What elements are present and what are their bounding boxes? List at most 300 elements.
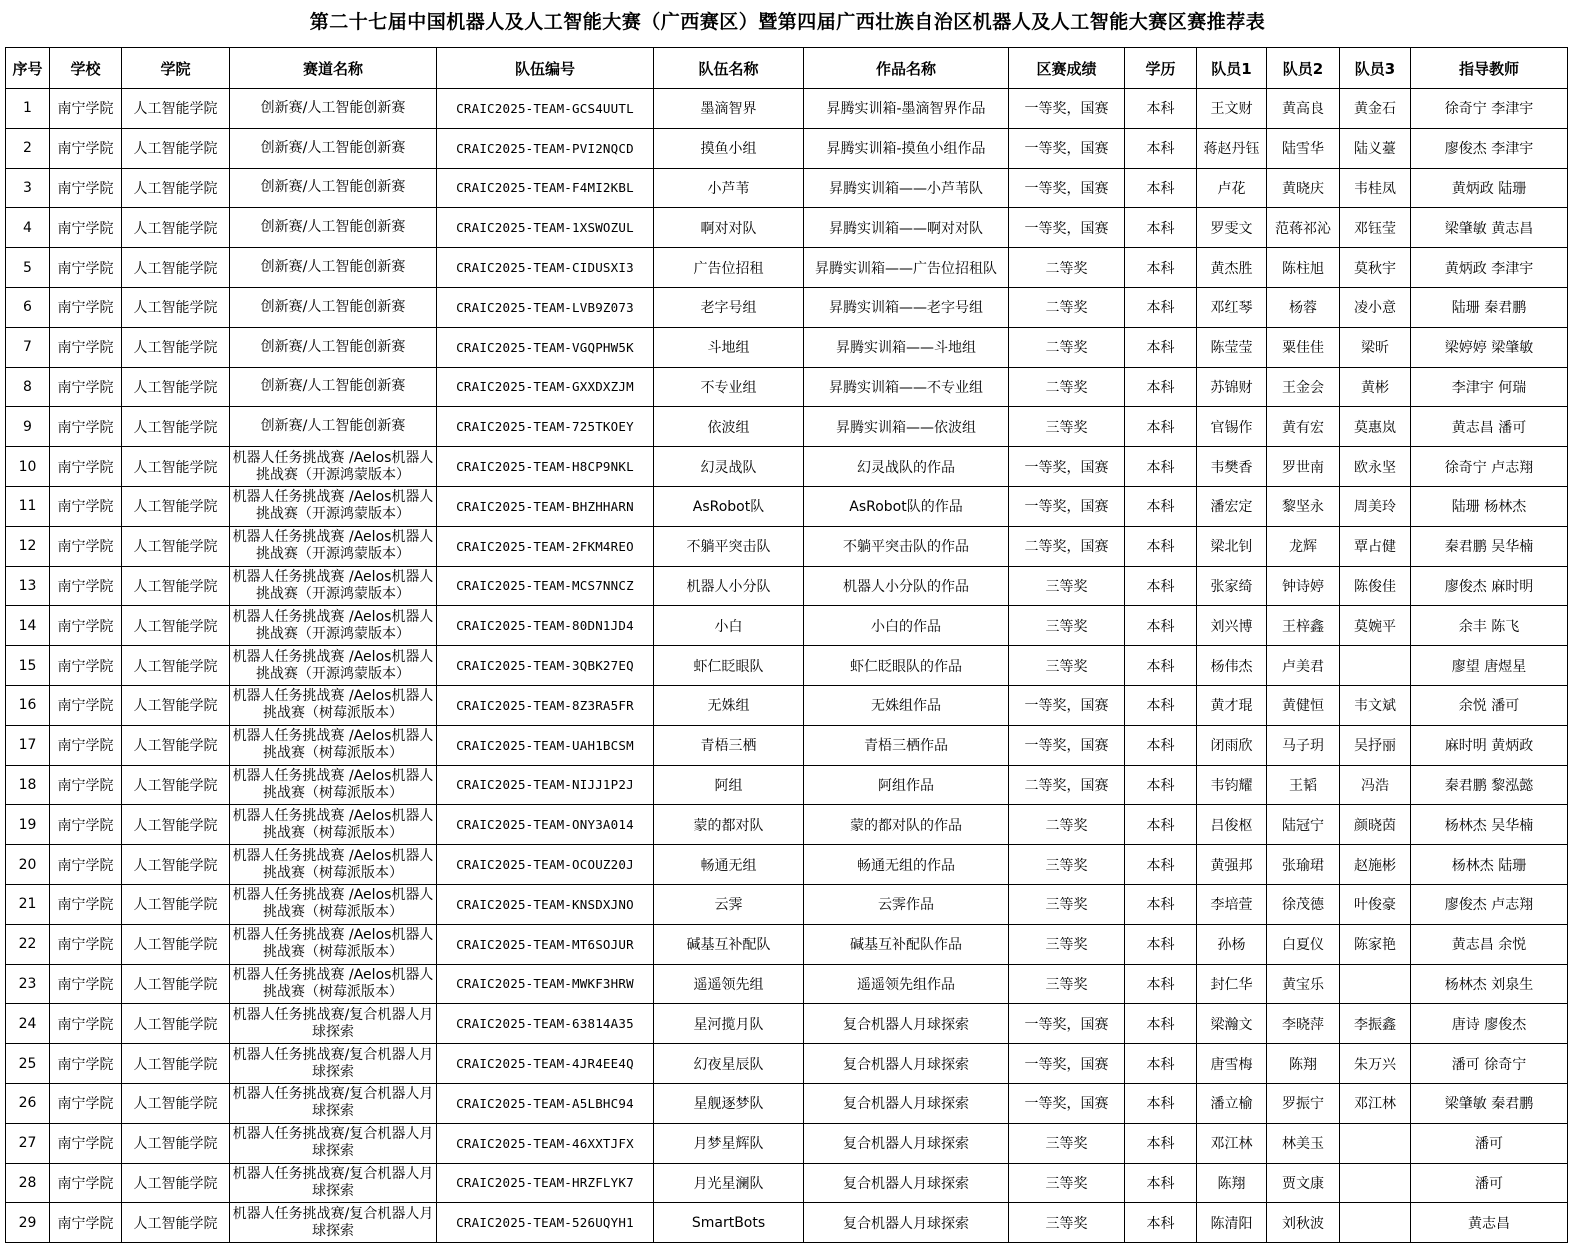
col-member3-cell bbox=[1340, 1163, 1411, 1203]
col-team-id-cell: CRAIC2025-TEAM-4JR4EE4Q bbox=[437, 1044, 654, 1084]
col-member3-cell: 陈俊佳 bbox=[1340, 566, 1411, 606]
col-school-cell: 南宁学院 bbox=[50, 407, 122, 447]
col-team-name-cell: 啊对对队 bbox=[654, 208, 804, 248]
col-team-name-cell: 墨滴智界 bbox=[654, 89, 804, 129]
col-track-cell: 机器人任务挑战赛 /Aelos机器人挑战赛（树莓派版本） bbox=[230, 964, 437, 1004]
col-team-name-cell: 星河揽月队 bbox=[654, 1004, 804, 1044]
col-result-cell: 三等奖 bbox=[1009, 884, 1125, 924]
col-track-cell: 机器人任务挑战赛 /Aelos机器人挑战赛（树莓派版本） bbox=[230, 884, 437, 924]
col-college-cell: 人工智能学院 bbox=[122, 526, 230, 566]
col-member3-cell: 黄彬 bbox=[1340, 367, 1411, 407]
col-team-name-cell: 遥遥领先组 bbox=[654, 964, 804, 1004]
col-team-id-cell: CRAIC2025-TEAM-GXXDXZJM bbox=[437, 367, 654, 407]
col-team-name-cell: 阿组 bbox=[654, 765, 804, 805]
col-college-cell: 人工智能学院 bbox=[122, 287, 230, 327]
col-result-cell: 一等奖，国赛 bbox=[1009, 1044, 1125, 1084]
col-track-cell: 机器人任务挑战赛 /Aelos机器人挑战赛（树莓派版本） bbox=[230, 924, 437, 964]
table-row bbox=[6, 1163, 1568, 1203]
col-advisor-cell: 廖俊杰 卢志翔 bbox=[1411, 884, 1568, 924]
table-row bbox=[6, 685, 1568, 725]
col-team-name-cell: SmartBots bbox=[654, 1203, 804, 1243]
table-row bbox=[6, 845, 1568, 885]
col-member2-cell: 徐茂德 bbox=[1267, 884, 1340, 924]
col-member3-cell: 覃占健 bbox=[1340, 526, 1411, 566]
col-index-cell: 24 bbox=[6, 1004, 50, 1044]
col-track-cell: 机器人任务挑战赛/复合机器人月球探索 bbox=[230, 1083, 437, 1123]
col-work-name-cell: 阿组作品 bbox=[804, 765, 1009, 805]
col-team-name-cell: 机器人小分队 bbox=[654, 566, 804, 606]
col-degree-header: 学历 bbox=[1125, 48, 1197, 89]
col-member1-cell: 闭雨欣 bbox=[1197, 725, 1267, 765]
col-member1-cell: 黄才琨 bbox=[1197, 685, 1267, 725]
col-team-name-cell: 小芦苇 bbox=[654, 168, 804, 208]
col-work-name-cell: 小白的作品 bbox=[804, 606, 1009, 646]
col-team-name-cell: 无姝组 bbox=[654, 685, 804, 725]
col-team-name-cell: 摸鱼小组 bbox=[654, 128, 804, 168]
col-college-cell: 人工智能学院 bbox=[122, 685, 230, 725]
col-index-cell: 20 bbox=[6, 845, 50, 885]
col-result-cell: 三等奖 bbox=[1009, 566, 1125, 606]
col-team-name-cell: 依波组 bbox=[654, 407, 804, 447]
col-college-cell: 人工智能学院 bbox=[122, 1004, 230, 1044]
col-index-header: 序号 bbox=[6, 48, 50, 89]
col-track-cell: 机器人任务挑战赛 /Aelos机器人挑战赛（开源鸿蒙版本） bbox=[230, 606, 437, 646]
col-school-cell: 南宁学院 bbox=[50, 1123, 122, 1163]
col-advisor-cell: 徐奇宁 卢志翔 bbox=[1411, 447, 1568, 487]
col-advisor-cell: 廖俊杰 李津宇 bbox=[1411, 128, 1568, 168]
col-work-name-cell: 畅通无组的作品 bbox=[804, 845, 1009, 885]
col-school-cell: 南宁学院 bbox=[50, 924, 122, 964]
col-school-cell: 南宁学院 bbox=[50, 208, 122, 248]
table-row bbox=[6, 526, 1568, 566]
table-row bbox=[6, 924, 1568, 964]
col-index-cell: 6 bbox=[6, 287, 50, 327]
col-school-cell: 南宁学院 bbox=[50, 327, 122, 367]
col-member1-cell: 蒋赵丹钰 bbox=[1197, 128, 1267, 168]
col-member2-cell: 卢美君 bbox=[1267, 646, 1340, 686]
col-college-cell: 人工智能学院 bbox=[122, 128, 230, 168]
col-work-name-cell: 昇腾实训箱-墨滴智界作品 bbox=[804, 89, 1009, 129]
col-advisor-cell: 梁肇敏 秦君鹏 bbox=[1411, 1083, 1568, 1123]
col-team-id-cell: CRAIC2025-TEAM-3QBK27EQ bbox=[437, 646, 654, 686]
col-degree-cell: 本科 bbox=[1125, 646, 1197, 686]
col-result-cell: 一等奖，国赛 bbox=[1009, 168, 1125, 208]
col-advisor-cell: 杨林杰 刘泉生 bbox=[1411, 964, 1568, 1004]
col-result-header: 区赛成绩 bbox=[1009, 48, 1125, 89]
col-track-cell: 创新赛/人工智能创新赛 bbox=[230, 367, 437, 407]
col-college-cell: 人工智能学院 bbox=[122, 447, 230, 487]
col-team-id-cell: CRAIC2025-TEAM-VGQPHW5K bbox=[437, 327, 654, 367]
col-index-cell: 16 bbox=[6, 685, 50, 725]
col-team-id-header: 队伍编号 bbox=[437, 48, 654, 89]
col-school-cell: 南宁学院 bbox=[50, 1163, 122, 1203]
col-degree-cell: 本科 bbox=[1125, 805, 1197, 845]
col-member2-cell: 钟诗婷 bbox=[1267, 566, 1340, 606]
col-index-cell: 3 bbox=[6, 168, 50, 208]
col-member2-cell: 刘秋波 bbox=[1267, 1203, 1340, 1243]
col-member1-cell: 卢花 bbox=[1197, 168, 1267, 208]
col-member2-cell: 陈柱旭 bbox=[1267, 248, 1340, 288]
col-track-cell: 创新赛/人工智能创新赛 bbox=[230, 89, 437, 129]
col-result-cell: 一等奖，国赛 bbox=[1009, 486, 1125, 526]
col-college-cell: 人工智能学院 bbox=[122, 725, 230, 765]
col-degree-cell: 本科 bbox=[1125, 1044, 1197, 1084]
col-index-cell: 17 bbox=[6, 725, 50, 765]
col-index-cell: 1 bbox=[6, 89, 50, 129]
col-advisor-cell: 杨林杰 陆珊 bbox=[1411, 845, 1568, 885]
col-school-cell: 南宁学院 bbox=[50, 1044, 122, 1084]
col-member2-cell: 粟佳佳 bbox=[1267, 327, 1340, 367]
col-result-cell: 三等奖 bbox=[1009, 1163, 1125, 1203]
col-college-cell: 人工智能学院 bbox=[122, 367, 230, 407]
col-advisor-cell: 徐奇宁 李津宇 bbox=[1411, 89, 1568, 129]
col-track-cell: 机器人任务挑战赛 /Aelos机器人挑战赛（树莓派版本） bbox=[230, 805, 437, 845]
col-work-name-cell: 蒙的都对队的作品 bbox=[804, 805, 1009, 845]
col-result-cell: 一等奖，国赛 bbox=[1009, 685, 1125, 725]
col-member3-cell: 黄金石 bbox=[1340, 89, 1411, 129]
col-member1-cell: 梁瀚文 bbox=[1197, 1004, 1267, 1044]
col-work-name-cell: 昇腾实训箱——小芦苇队 bbox=[804, 168, 1009, 208]
col-member2-cell: 黄有宏 bbox=[1267, 407, 1340, 447]
col-track-cell: 创新赛/人工智能创新赛 bbox=[230, 407, 437, 447]
col-team-id-cell: CRAIC2025-TEAM-CIDUSXI3 bbox=[437, 248, 654, 288]
col-college-cell: 人工智能学院 bbox=[122, 1203, 230, 1243]
col-member2-cell: 李晓萍 bbox=[1267, 1004, 1340, 1044]
col-advisor-cell: 梁婷婷 梁肇敏 bbox=[1411, 327, 1568, 367]
col-school-cell: 南宁学院 bbox=[50, 964, 122, 1004]
col-school-cell: 南宁学院 bbox=[50, 1004, 122, 1044]
col-member1-header: 队员1 bbox=[1197, 48, 1267, 89]
col-index-cell: 12 bbox=[6, 526, 50, 566]
col-member3-cell: 李振鑫 bbox=[1340, 1004, 1411, 1044]
col-member2-cell: 范蒋祁沁 bbox=[1267, 208, 1340, 248]
col-college-cell: 人工智能学院 bbox=[122, 1123, 230, 1163]
col-member1-cell: 李培萱 bbox=[1197, 884, 1267, 924]
col-track-cell: 机器人任务挑战赛/复合机器人月球探索 bbox=[230, 1163, 437, 1203]
col-work-name-cell: 无姝组作品 bbox=[804, 685, 1009, 725]
col-advisor-cell: 潘可 徐奇宁 bbox=[1411, 1044, 1568, 1084]
col-track-cell: 创新赛/人工智能创新赛 bbox=[230, 128, 437, 168]
col-school-cell: 南宁学院 bbox=[50, 805, 122, 845]
col-work-name-cell: 不躺平突击队的作品 bbox=[804, 526, 1009, 566]
col-team-id-cell: CRAIC2025-TEAM-63814A35 bbox=[437, 1004, 654, 1044]
col-track-cell: 机器人任务挑战赛 /Aelos机器人挑战赛（树莓派版本） bbox=[230, 685, 437, 725]
col-degree-cell: 本科 bbox=[1125, 884, 1197, 924]
col-result-cell: 二等奖 bbox=[1009, 805, 1125, 845]
col-college-cell: 人工智能学院 bbox=[122, 407, 230, 447]
col-track-cell: 机器人任务挑战赛/复合机器人月球探索 bbox=[230, 1123, 437, 1163]
col-degree-cell: 本科 bbox=[1125, 1203, 1197, 1243]
col-team-name-cell: 月梦星辉队 bbox=[654, 1123, 804, 1163]
col-result-cell: 一等奖，国赛 bbox=[1009, 128, 1125, 168]
col-team-id-cell: CRAIC2025-TEAM-526UQYH1 bbox=[437, 1203, 654, 1243]
col-result-cell: 三等奖 bbox=[1009, 1123, 1125, 1163]
col-member3-cell: 梁昕 bbox=[1340, 327, 1411, 367]
col-school-cell: 南宁学院 bbox=[50, 1203, 122, 1243]
col-team-id-cell: CRAIC2025-TEAM-BHZHHARN bbox=[437, 486, 654, 526]
col-college-cell: 人工智能学院 bbox=[122, 1044, 230, 1084]
col-team-id-cell: CRAIC2025-TEAM-KNSDXJNO bbox=[437, 884, 654, 924]
col-college-cell: 人工智能学院 bbox=[122, 486, 230, 526]
col-result-cell: 一等奖，国赛 bbox=[1009, 1083, 1125, 1123]
col-member3-cell: 韦文斌 bbox=[1340, 685, 1411, 725]
col-degree-cell: 本科 bbox=[1125, 248, 1197, 288]
col-team-id-cell: CRAIC2025-TEAM-HRZFLYK7 bbox=[437, 1163, 654, 1203]
col-work-name-cell: 复合机器人月球探索 bbox=[804, 1044, 1009, 1084]
col-work-name-cell: 复合机器人月球探索 bbox=[804, 1163, 1009, 1203]
col-index-cell: 23 bbox=[6, 964, 50, 1004]
col-member3-cell: 凌小意 bbox=[1340, 287, 1411, 327]
table-row bbox=[6, 248, 1568, 288]
col-result-cell: 三等奖 bbox=[1009, 606, 1125, 646]
col-team-id-cell: CRAIC2025-TEAM-LVB9Z073 bbox=[437, 287, 654, 327]
col-member3-cell bbox=[1340, 1123, 1411, 1163]
col-index-cell: 21 bbox=[6, 884, 50, 924]
col-track-cell: 机器人任务挑战赛 /Aelos机器人挑战赛（开源鸿蒙版本） bbox=[230, 447, 437, 487]
col-member2-cell: 龙辉 bbox=[1267, 526, 1340, 566]
col-school-cell: 南宁学院 bbox=[50, 287, 122, 327]
col-college-cell: 人工智能学院 bbox=[122, 1083, 230, 1123]
col-track-cell: 机器人任务挑战赛 /Aelos机器人挑战赛（树莓派版本） bbox=[230, 725, 437, 765]
col-member3-cell: 冯浩 bbox=[1340, 765, 1411, 805]
col-college-cell: 人工智能学院 bbox=[122, 805, 230, 845]
col-member3-cell: 颜晓茵 bbox=[1340, 805, 1411, 845]
col-index-cell: 28 bbox=[6, 1163, 50, 1203]
col-college-cell: 人工智能学院 bbox=[122, 964, 230, 1004]
col-work-name-cell: 幻灵战队的作品 bbox=[804, 447, 1009, 487]
table-row bbox=[6, 128, 1568, 168]
col-member1-cell: 罗雯文 bbox=[1197, 208, 1267, 248]
col-member1-cell: 陈莹莹 bbox=[1197, 327, 1267, 367]
col-advisor-cell: 唐诗 廖俊杰 bbox=[1411, 1004, 1568, 1044]
col-team-id-cell: CRAIC2025-TEAM-MCS7NNCZ bbox=[437, 566, 654, 606]
col-advisor-cell: 潘可 bbox=[1411, 1123, 1568, 1163]
col-member2-cell: 黄健恒 bbox=[1267, 685, 1340, 725]
col-work-name-cell: 昇腾实训箱——啊对对队 bbox=[804, 208, 1009, 248]
col-index-cell: 4 bbox=[6, 208, 50, 248]
col-advisor-cell: 余丰 陈飞 bbox=[1411, 606, 1568, 646]
col-member3-cell: 欧永坚 bbox=[1340, 447, 1411, 487]
col-work-name-cell: 昇腾实训箱——老字号组 bbox=[804, 287, 1009, 327]
col-member1-cell: 邓江林 bbox=[1197, 1123, 1267, 1163]
col-team-id-cell: CRAIC2025-TEAM-725TKOEY bbox=[437, 407, 654, 447]
col-index-cell: 7 bbox=[6, 327, 50, 367]
table-row bbox=[6, 327, 1568, 367]
col-member2-cell: 杨蓉 bbox=[1267, 287, 1340, 327]
col-index-cell: 29 bbox=[6, 1203, 50, 1243]
col-team-id-cell: CRAIC2025-TEAM-ONY3A014 bbox=[437, 805, 654, 845]
col-index-cell: 9 bbox=[6, 407, 50, 447]
col-team-id-cell: CRAIC2025-TEAM-PVI2NQCD bbox=[437, 128, 654, 168]
col-index-cell: 25 bbox=[6, 1044, 50, 1084]
col-track-cell: 机器人任务挑战赛/复合机器人月球探索 bbox=[230, 1044, 437, 1084]
col-track-cell: 创新赛/人工智能创新赛 bbox=[230, 208, 437, 248]
col-result-cell: 二等奖 bbox=[1009, 327, 1125, 367]
col-member2-cell: 马子玥 bbox=[1267, 725, 1340, 765]
col-college-cell: 人工智能学院 bbox=[122, 168, 230, 208]
col-work-name-cell: 青梧三栖作品 bbox=[804, 725, 1009, 765]
col-member2-cell: 罗世南 bbox=[1267, 447, 1340, 487]
col-member2-cell: 黎坚永 bbox=[1267, 486, 1340, 526]
col-degree-cell: 本科 bbox=[1125, 447, 1197, 487]
col-member2-cell: 王韬 bbox=[1267, 765, 1340, 805]
col-degree-cell: 本科 bbox=[1125, 1123, 1197, 1163]
col-result-cell: 一等奖，国赛 bbox=[1009, 447, 1125, 487]
col-advisor-cell: 杨林杰 吴华楠 bbox=[1411, 805, 1568, 845]
col-work-name-cell: 昇腾实训箱——不专业组 bbox=[804, 367, 1009, 407]
col-college-cell: 人工智能学院 bbox=[122, 924, 230, 964]
col-member3-cell bbox=[1340, 646, 1411, 686]
col-member2-cell: 黄宝乐 bbox=[1267, 964, 1340, 1004]
col-member1-cell: 梁北钊 bbox=[1197, 526, 1267, 566]
col-member1-cell: 韦钧耀 bbox=[1197, 765, 1267, 805]
col-result-cell: 三等奖 bbox=[1009, 407, 1125, 447]
col-work-name-cell: 遥遥领先组作品 bbox=[804, 964, 1009, 1004]
col-member1-cell: 孙杨 bbox=[1197, 924, 1267, 964]
col-advisor-cell: 余悦 潘可 bbox=[1411, 685, 1568, 725]
col-member3-cell bbox=[1340, 1203, 1411, 1243]
col-team-name-cell: 不专业组 bbox=[654, 367, 804, 407]
col-college-cell: 人工智能学院 bbox=[122, 884, 230, 924]
col-team-name-cell: 云霁 bbox=[654, 884, 804, 924]
col-member3-cell: 韦桂凤 bbox=[1340, 168, 1411, 208]
table-row bbox=[6, 367, 1568, 407]
col-track-cell: 机器人任务挑战赛 /Aelos机器人挑战赛（开源鸿蒙版本） bbox=[230, 526, 437, 566]
col-member3-cell: 赵施彬 bbox=[1340, 845, 1411, 885]
col-degree-cell: 本科 bbox=[1125, 685, 1197, 725]
col-team-name-cell: AsRobot队 bbox=[654, 486, 804, 526]
col-member2-cell: 陆雪华 bbox=[1267, 128, 1340, 168]
col-member1-cell: 吕俊枢 bbox=[1197, 805, 1267, 845]
col-team-id-cell: CRAIC2025-TEAM-H8CP9NKL bbox=[437, 447, 654, 487]
table-row bbox=[6, 287, 1568, 327]
col-index-cell: 18 bbox=[6, 765, 50, 805]
col-school-cell: 南宁学院 bbox=[50, 526, 122, 566]
col-member1-cell: 封仁华 bbox=[1197, 964, 1267, 1004]
col-work-name-cell: 昇腾实训箱——广告位招租队 bbox=[804, 248, 1009, 288]
col-index-cell: 14 bbox=[6, 606, 50, 646]
col-advisor-cell: 黄志昌 余悦 bbox=[1411, 924, 1568, 964]
col-degree-cell: 本科 bbox=[1125, 327, 1197, 367]
col-member2-cell: 王金会 bbox=[1267, 367, 1340, 407]
col-member1-cell: 苏锦财 bbox=[1197, 367, 1267, 407]
col-track-cell: 机器人任务挑战赛 /Aelos机器人挑战赛（开源鸿蒙版本） bbox=[230, 486, 437, 526]
table-row bbox=[6, 1123, 1568, 1163]
col-advisor-header: 指导教师 bbox=[1411, 48, 1568, 89]
col-member3-cell: 邓江林 bbox=[1340, 1083, 1411, 1123]
col-team-id-cell: CRAIC2025-TEAM-MWKF3HRW bbox=[437, 964, 654, 1004]
col-school-cell: 南宁学院 bbox=[50, 685, 122, 725]
col-work-name-cell: 碱基互补配队作品 bbox=[804, 924, 1009, 964]
col-work-name-cell: 复合机器人月球探索 bbox=[804, 1083, 1009, 1123]
col-school-cell: 南宁学院 bbox=[50, 725, 122, 765]
col-degree-cell: 本科 bbox=[1125, 606, 1197, 646]
table-row bbox=[6, 208, 1568, 248]
col-degree-cell: 本科 bbox=[1125, 128, 1197, 168]
col-result-cell: 二等奖，国赛 bbox=[1009, 526, 1125, 566]
table-body bbox=[6, 89, 1568, 1243]
col-school-header: 学校 bbox=[50, 48, 122, 89]
col-college-cell: 人工智能学院 bbox=[122, 646, 230, 686]
col-member2-cell: 罗振宁 bbox=[1267, 1083, 1340, 1123]
col-track-cell: 机器人任务挑战赛 /Aelos机器人挑战赛（开源鸿蒙版本） bbox=[230, 646, 437, 686]
col-work-name-header: 作品名称 bbox=[804, 48, 1009, 89]
col-team-name-cell: 青梧三栖 bbox=[654, 725, 804, 765]
col-track-cell: 创新赛/人工智能创新赛 bbox=[230, 248, 437, 288]
col-team-name-cell: 不躺平突击队 bbox=[654, 526, 804, 566]
col-result-cell: 三等奖 bbox=[1009, 1203, 1125, 1243]
col-team-name-cell: 老字号组 bbox=[654, 287, 804, 327]
col-advisor-cell: 潘可 bbox=[1411, 1163, 1568, 1203]
col-team-id-cell: CRAIC2025-TEAM-1XSWOZUL bbox=[437, 208, 654, 248]
col-member2-cell: 陆冠宁 bbox=[1267, 805, 1340, 845]
col-result-cell: 一等奖，国赛 bbox=[1009, 208, 1125, 248]
col-member3-cell: 邓钰莹 bbox=[1340, 208, 1411, 248]
col-member3-cell: 陆义薹 bbox=[1340, 128, 1411, 168]
col-team-name-cell: 畅通无组 bbox=[654, 845, 804, 885]
col-team-id-cell: CRAIC2025-TEAM-A5LBHC94 bbox=[437, 1083, 654, 1123]
col-index-cell: 8 bbox=[6, 367, 50, 407]
header-row bbox=[6, 48, 1568, 89]
col-team-id-cell: CRAIC2025-TEAM-MT6SOJUR bbox=[437, 924, 654, 964]
table-row bbox=[6, 486, 1568, 526]
col-team-id-cell: CRAIC2025-TEAM-8Z3RA5FR bbox=[437, 685, 654, 725]
table-row bbox=[6, 765, 1568, 805]
col-member3-cell: 朱万兴 bbox=[1340, 1044, 1411, 1084]
col-degree-cell: 本科 bbox=[1125, 1163, 1197, 1203]
col-school-cell: 南宁学院 bbox=[50, 248, 122, 288]
table-row bbox=[6, 725, 1568, 765]
table-row bbox=[6, 89, 1568, 129]
table-header bbox=[6, 48, 1568, 89]
col-member2-cell: 王梓鑫 bbox=[1267, 606, 1340, 646]
col-member3-header: 队员3 bbox=[1340, 48, 1411, 89]
col-college-cell: 人工智能学院 bbox=[122, 765, 230, 805]
col-member3-cell: 陈家艳 bbox=[1340, 924, 1411, 964]
col-result-cell: 二等奖 bbox=[1009, 287, 1125, 327]
col-advisor-cell: 陆珊 杨林杰 bbox=[1411, 486, 1568, 526]
col-college-cell: 人工智能学院 bbox=[122, 208, 230, 248]
col-team-name-cell: 幻夜星辰队 bbox=[654, 1044, 804, 1084]
col-track-cell: 机器人任务挑战赛 /Aelos机器人挑战赛（开源鸿蒙版本） bbox=[230, 566, 437, 606]
col-work-name-cell: 复合机器人月球探索 bbox=[804, 1004, 1009, 1044]
recommendation-table bbox=[5, 47, 1568, 1243]
col-index-cell: 27 bbox=[6, 1123, 50, 1163]
col-track-cell: 创新赛/人工智能创新赛 bbox=[230, 327, 437, 367]
col-advisor-cell: 黄志昌 bbox=[1411, 1203, 1568, 1243]
col-member2-cell: 林美玉 bbox=[1267, 1123, 1340, 1163]
col-index-cell: 10 bbox=[6, 447, 50, 487]
col-member3-cell bbox=[1340, 964, 1411, 1004]
col-team-id-cell: CRAIC2025-TEAM-F4MI2KBL bbox=[437, 168, 654, 208]
col-member2-cell: 贾文康 bbox=[1267, 1163, 1340, 1203]
col-degree-cell: 本科 bbox=[1125, 566, 1197, 606]
col-track-cell: 创新赛/人工智能创新赛 bbox=[230, 168, 437, 208]
col-school-cell: 南宁学院 bbox=[50, 486, 122, 526]
col-index-cell: 2 bbox=[6, 128, 50, 168]
col-degree-cell: 本科 bbox=[1125, 924, 1197, 964]
col-degree-cell: 本科 bbox=[1125, 407, 1197, 447]
col-advisor-cell: 廖俊杰 麻时明 bbox=[1411, 566, 1568, 606]
col-school-cell: 南宁学院 bbox=[50, 884, 122, 924]
col-member1-cell: 潘宏定 bbox=[1197, 486, 1267, 526]
table-row bbox=[6, 964, 1568, 1004]
col-school-cell: 南宁学院 bbox=[50, 646, 122, 686]
col-work-name-cell: 复合机器人月球探索 bbox=[804, 1123, 1009, 1163]
col-work-name-cell: 昇腾实训箱-摸鱼小组作品 bbox=[804, 128, 1009, 168]
col-degree-cell: 本科 bbox=[1125, 287, 1197, 327]
col-member2-cell: 黄高良 bbox=[1267, 89, 1340, 129]
